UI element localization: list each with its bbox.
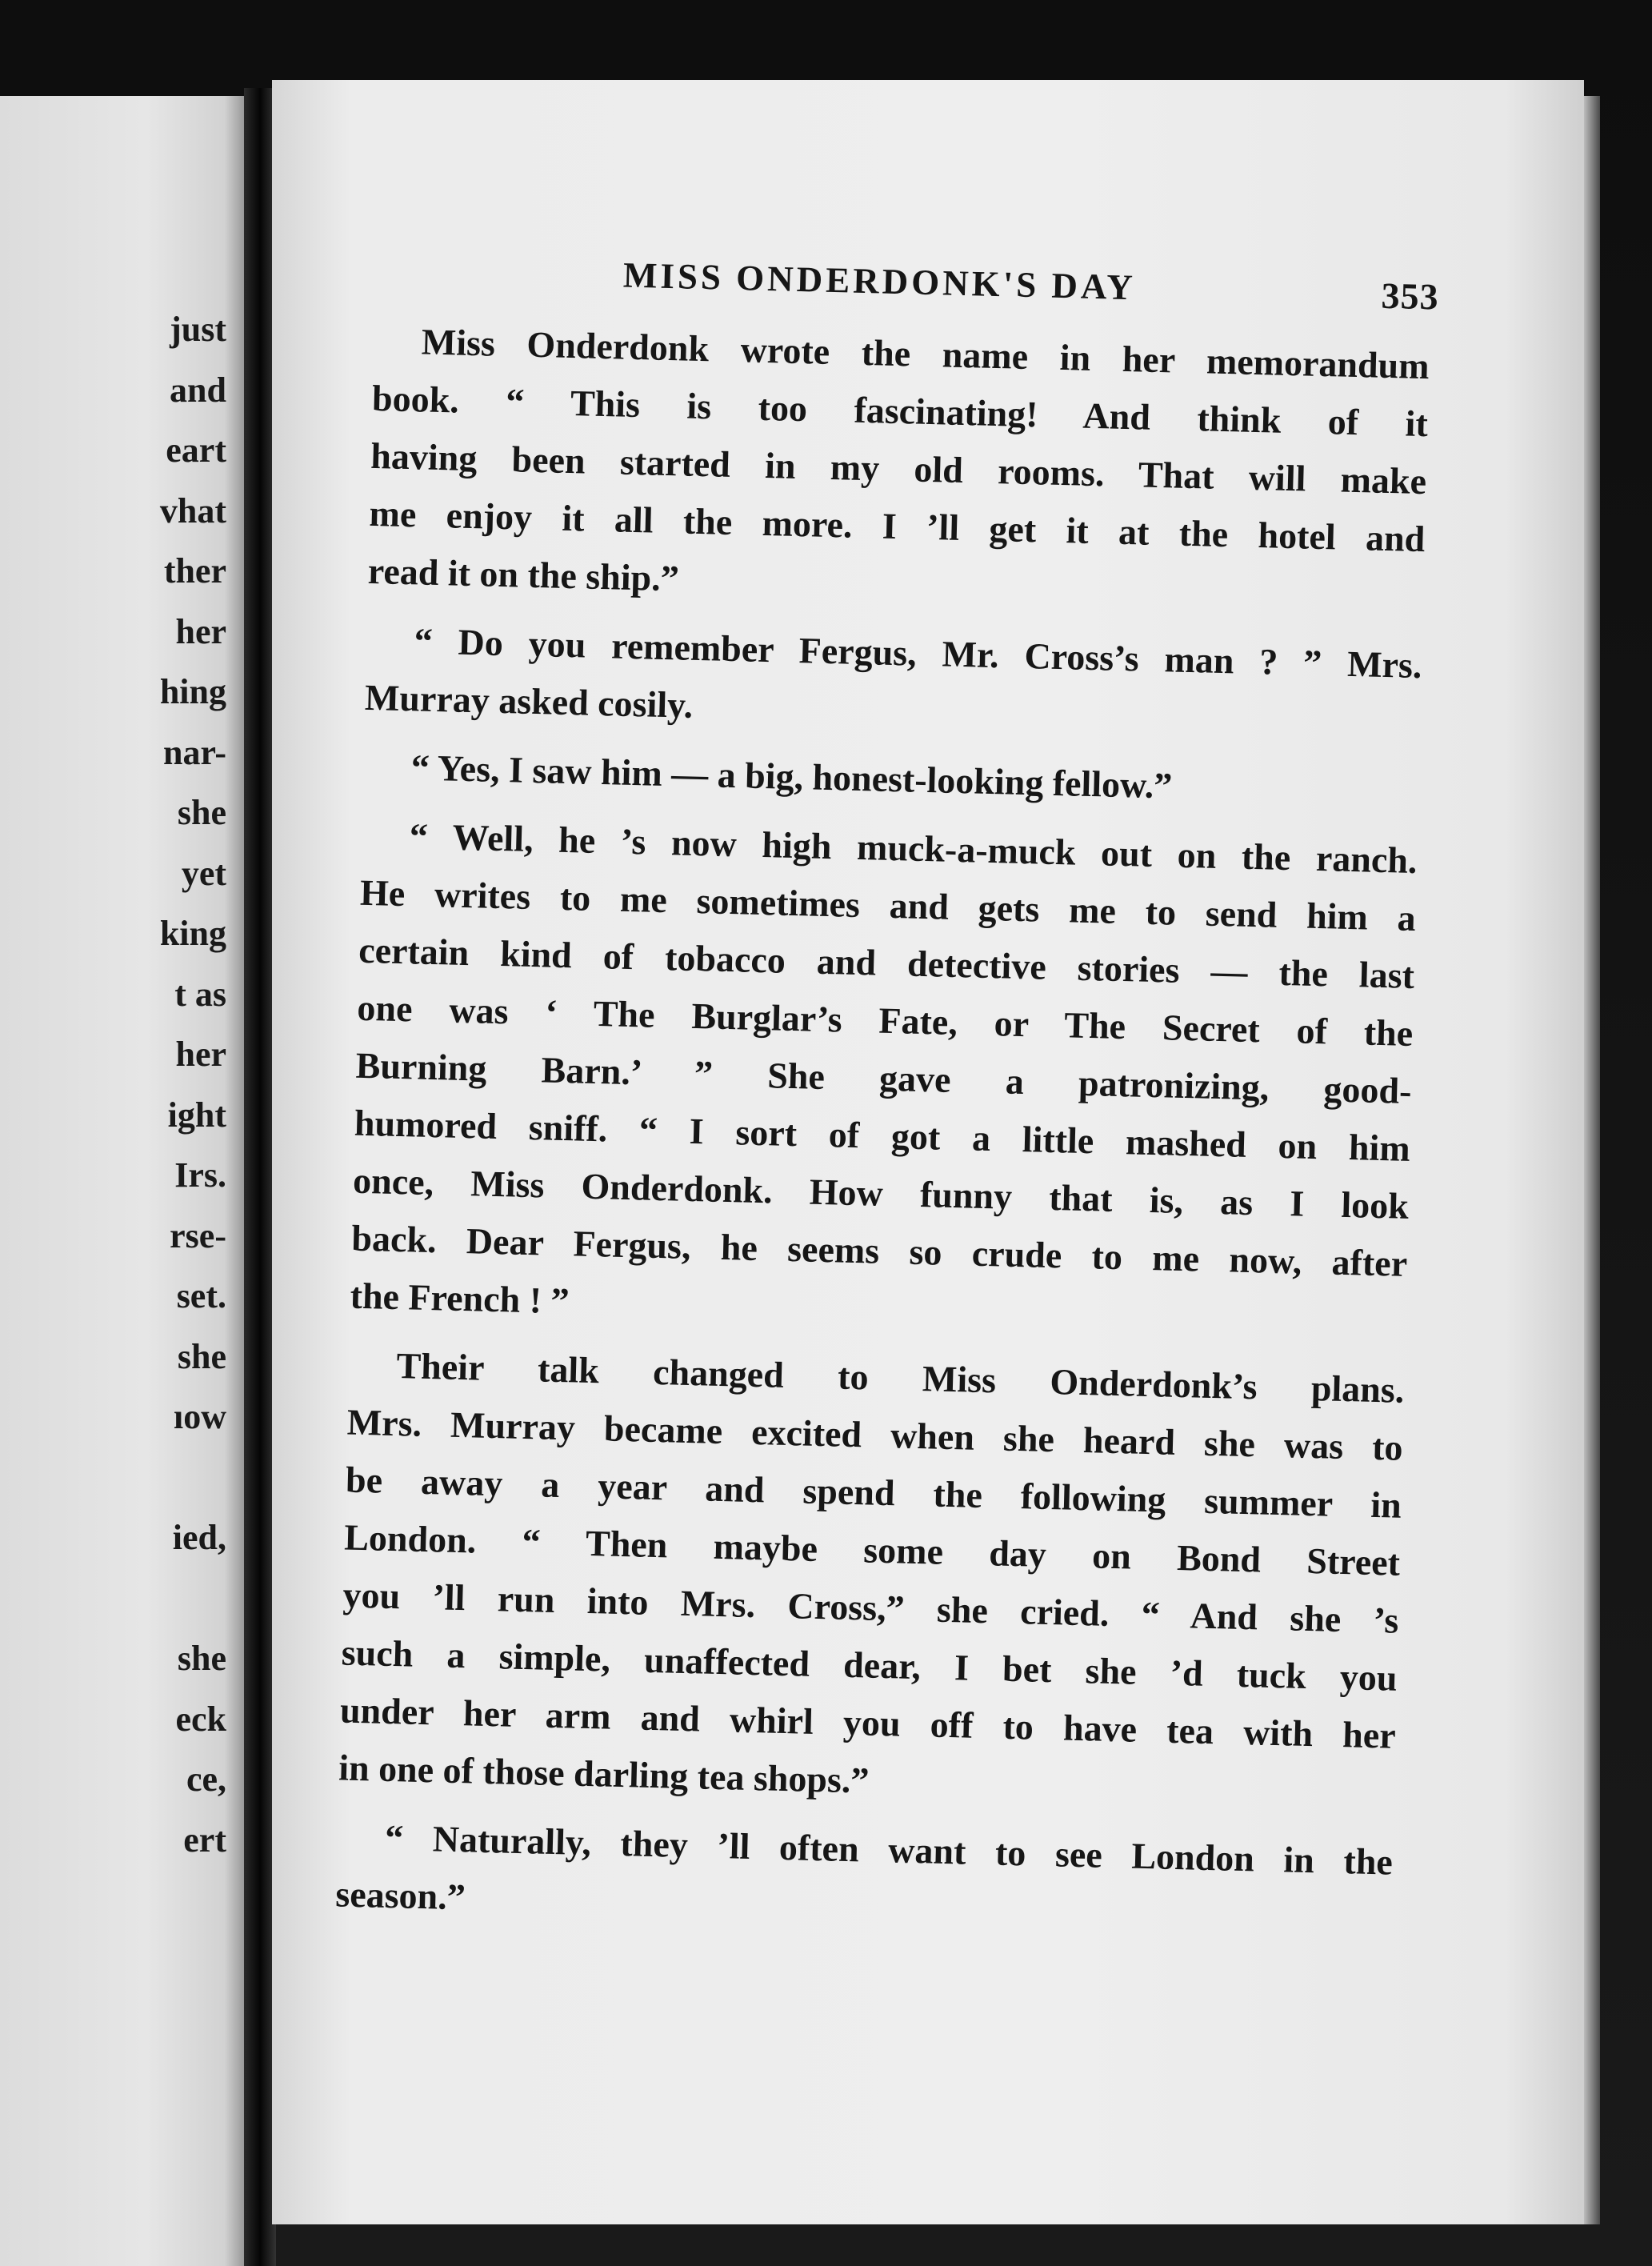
text-line: in one of those darling tea shops.” — [338, 1747, 870, 1801]
text-line: having been started in my old rooms. That will make — [370, 434, 1427, 502]
page-text-block — [334, 240, 1440, 1960]
text-line: Miss Onderdonk wrote the name in her memorandum — [421, 321, 1430, 387]
text-line: back. Dear Fergus, he seems so crude to me now, after — [350, 1217, 1408, 1284]
text-line: me enjoy it all the more. I ’ll get it at the hotel and — [369, 492, 1426, 560]
left-page-line-fragment: her — [175, 611, 226, 651]
paragraph — [364, 611, 1422, 752]
text-line: “ Do you remember Fergus, Mr. Cross’s man ? ” Mrs. — [414, 620, 1423, 687]
text-line: book. “ This is too fascinating! And think of it — [371, 377, 1429, 445]
left-page-line-fragment: Irs. — [174, 1155, 226, 1195]
page-edge — [1584, 96, 1600, 2224]
left-page — [0, 96, 244, 2266]
left-page-line-fragment: and — [170, 370, 226, 410]
text-line: you ’ll run into Mrs. Cross,” she cried. “ And she ’s — [342, 1574, 1399, 1641]
text-line: once, Miss Onderdonk. How funny that is, as I look — [352, 1159, 1410, 1227]
left-page-line-fragment: rse- — [170, 1215, 226, 1255]
left-page-line-fragment: she — [177, 1336, 226, 1376]
text-line: London. “ Then maybe some day on Bond Street — [343, 1516, 1401, 1583]
paragraph — [362, 738, 1419, 821]
left-page-line-fragment: she — [177, 1639, 226, 1678]
text-line: read it on the ship.” — [367, 550, 680, 599]
page-number: 353 — [1381, 274, 1440, 318]
left-page-line-fragment: ert — [183, 1820, 226, 1860]
left-page-line-fragment: ied, — [172, 1518, 226, 1557]
text-line: He writes to me sometimes and gets me to send him a — [359, 871, 1417, 939]
left-page-line-fragment: her — [175, 1035, 226, 1074]
text-line: Murray asked cosily. — [364, 676, 694, 726]
left-page-line-fragment: she — [177, 793, 226, 832]
body-text — [335, 312, 1430, 1949]
left-page-line-fragment: ight — [167, 1095, 226, 1135]
text-line: the French ! ” — [350, 1275, 570, 1322]
text-line: certain kind of tobacco and detective stories — the last — [358, 929, 1415, 996]
book-gutter — [244, 88, 276, 2266]
left-page-line-fragment: just — [170, 310, 226, 349]
text-line: “ Yes, I saw him — a big, honest-looking fellow.” — [410, 747, 1173, 807]
left-page-line-fragment: yet — [181, 853, 226, 893]
text-line: one was ‘ The Burglar’s Fate, or The Secret of the — [356, 987, 1414, 1054]
left-page-line-fragment: set. — [176, 1276, 226, 1315]
text-line: Their talk changed to Miss Onderdonk’s plans. — [396, 1345, 1405, 1411]
text-line: season.” — [334, 1873, 466, 1918]
text-line: “ Naturally, they ’ll often want to see London in the — [384, 1816, 1394, 1883]
paragraph — [338, 1336, 1405, 1823]
left-page-line-fragment: hing — [159, 672, 226, 711]
paragraph — [350, 807, 1418, 1351]
left-page-line-fragment: king — [159, 914, 226, 953]
text-line: “ Well, he ’s now high muck-a-muck out on the ranch. — [409, 815, 1418, 882]
left-page-line-fragment: eck — [175, 1699, 226, 1739]
text-line: such a simple, unaffected dear, I bet she ’d tuck you — [341, 1631, 1398, 1699]
left-page-line-fragment: eart — [166, 430, 226, 470]
left-page-line-fragment: ıow — [174, 1397, 226, 1436]
left-page-line-fragment: ce, — [186, 1760, 226, 1799]
left-page-line-fragment: vhat — [159, 490, 226, 530]
left-page-line-fragment: nar- — [162, 732, 226, 772]
text-line: Mrs. Murray became excited when she heard she was to — [346, 1401, 1404, 1468]
text-line: humored sniff. “ I sort of got a little mashed on him — [354, 1102, 1411, 1169]
text-line: be away a year and spend the following summer in — [345, 1459, 1402, 1526]
left-page-line-fragment: t as — [174, 974, 226, 1014]
running-head: MISS ONDERDONK'S DAY — [622, 254, 1137, 308]
text-line: under her arm and whirl you off to have tea with her — [339, 1689, 1397, 1756]
paragraph — [367, 312, 1430, 626]
left-page-line-fragment: ther — [163, 551, 226, 591]
paragraph — [335, 1808, 1394, 1948]
text-line: Burning Barn.’ ” She gave a patronizing, good- — [355, 1044, 1413, 1111]
